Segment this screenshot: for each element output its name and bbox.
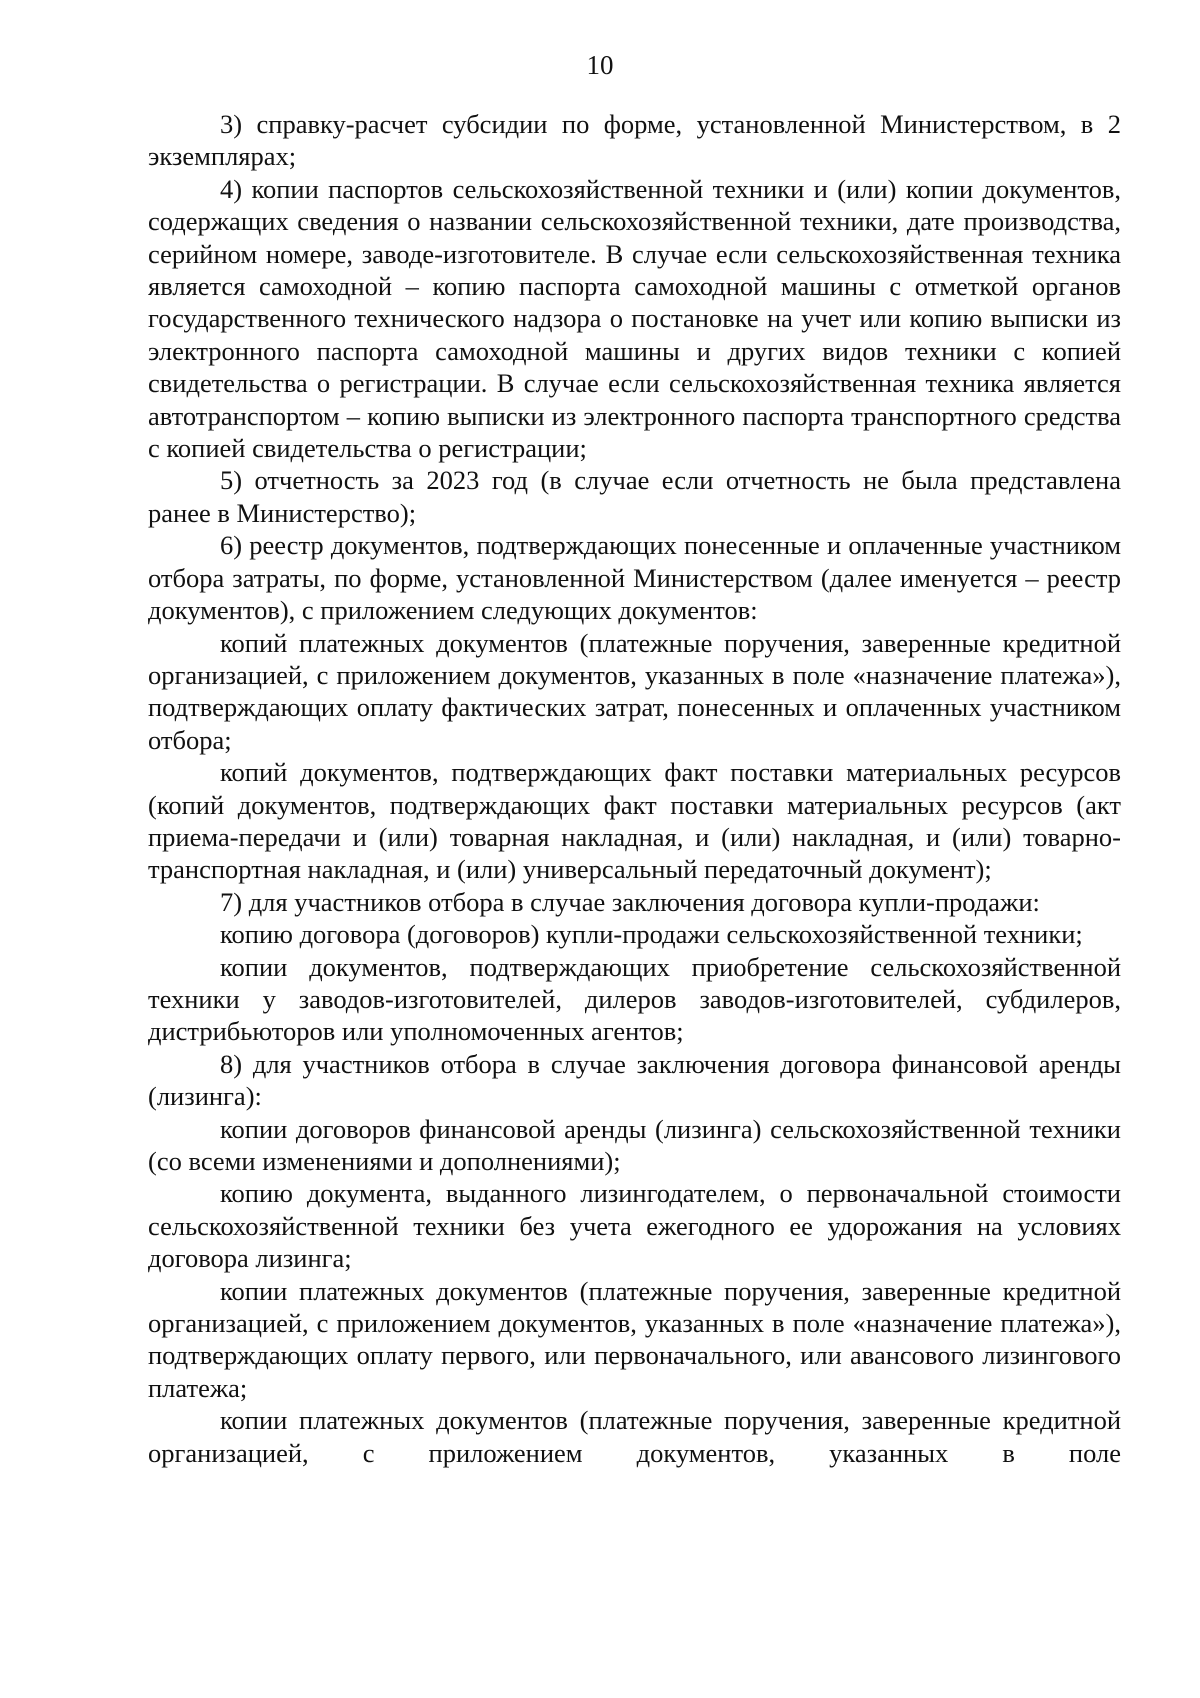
paragraph-advance-payment-docs: копии платежных документов (платежные поручения, заверенные кредитной организацией, с приложением документов, указанных в поле «назначение платежа»), подтверждающих оплату первого, или первоначального, или авансового лизингового платежа; [148,1275,1121,1403]
paragraph-item-4: 4) копии паспортов сельскохозяйственной техники и (или) копии документов, содержащих сведения о названии сельскохозяйственной техники, дате производства, серийном номере, заводе-изготовителе. В случае если сельскохозяйственная техника является самоходной – копию паспорта самоходной машины с отметкой органов государственного технического надзора о постановке на учет или копию выписки из электронного паспорта самоходной машины и других видов техники с копией свидетельства о регистрации. В случае если сельскохозяйственная техника является автотранспортом – копию выписки из электронного паспорта транспортного средства с копией свидетельства о регистрации; [148,173,1121,464]
paragraph-item-7: 7) для участников отбора в случае заключения договора купли-продажи: [220,886,1040,917]
paragraph-lessor-document: копию документа, выданного лизингодателем, о первоначальной стоимости сельскохозяйственной техники без учета ежегодного ее удорожания на условиях договора лизинга; [148,1178,1121,1274]
paragraph-acquisition-docs: копии документов, подтверждающих приобретение сельскохозяйственной техники у заводов-изготовителей, дилеров заводов-изготовителей, субдилеров, дистрибьюторов или уполномоченных агентов; [148,951,1121,1047]
paragraph-item-5: 5) отчетность за 2023 год (в случае если отчетность не была представлена ранее в Министерство); [148,465,1121,528]
paragraph-delivery-docs: копий документов, подтверждающих факт поставки материальных ресурсов (копий документов, подтверждающих факт поставки материальных ресурсов (акт приема-передачи и (или) товарная накладная, и (или) накладная, и (или) товарно-транспортная накладная, и (или) универсальный передаточный документ); [148,757,1121,885]
paragraph-leasing-contracts: копии договоров финансовой аренды (лизинга) сельскохозяйственной техники (со всеми изменениями и дополнениями); [148,1113,1121,1176]
paragraph-payment-docs-continued: копии платежных документов (платежные поручения, заверенные кредитной организацией, с приложением документов, указанных в поле [148,1405,1121,1468]
page-number: 10 [586,50,614,80]
paragraph-purchase-contract: копию договора (договоров) купли-продажи сельскохозяйственной техники; [220,919,1083,950]
paragraph-item-6: 6) реестр документов, подтверждающих понесенные и оплаченные участником отбора затраты, по форме, установленной Министерством (далее именуется – реестр документов), с приложением следующих документов: [148,530,1121,626]
paragraph-payment-docs: копий платежных документов (платежные поручения, заверенные кредитной организацией, с приложением документов, указанных в поле «назначение платежа»), подтверждающих оплату фактических затрат, понесенных и оплаченных участником отбора; [148,627,1121,755]
paragraph-item-3: 3) справку-расчет субсидии по форме, установленной Министерством, в 2 экземплярах; [148,109,1121,172]
document-body [148,108,1121,1469]
paragraph-item-8: 8) для участников отбора в случае заключения договора финансовой аренды (лизинга): [148,1048,1121,1112]
